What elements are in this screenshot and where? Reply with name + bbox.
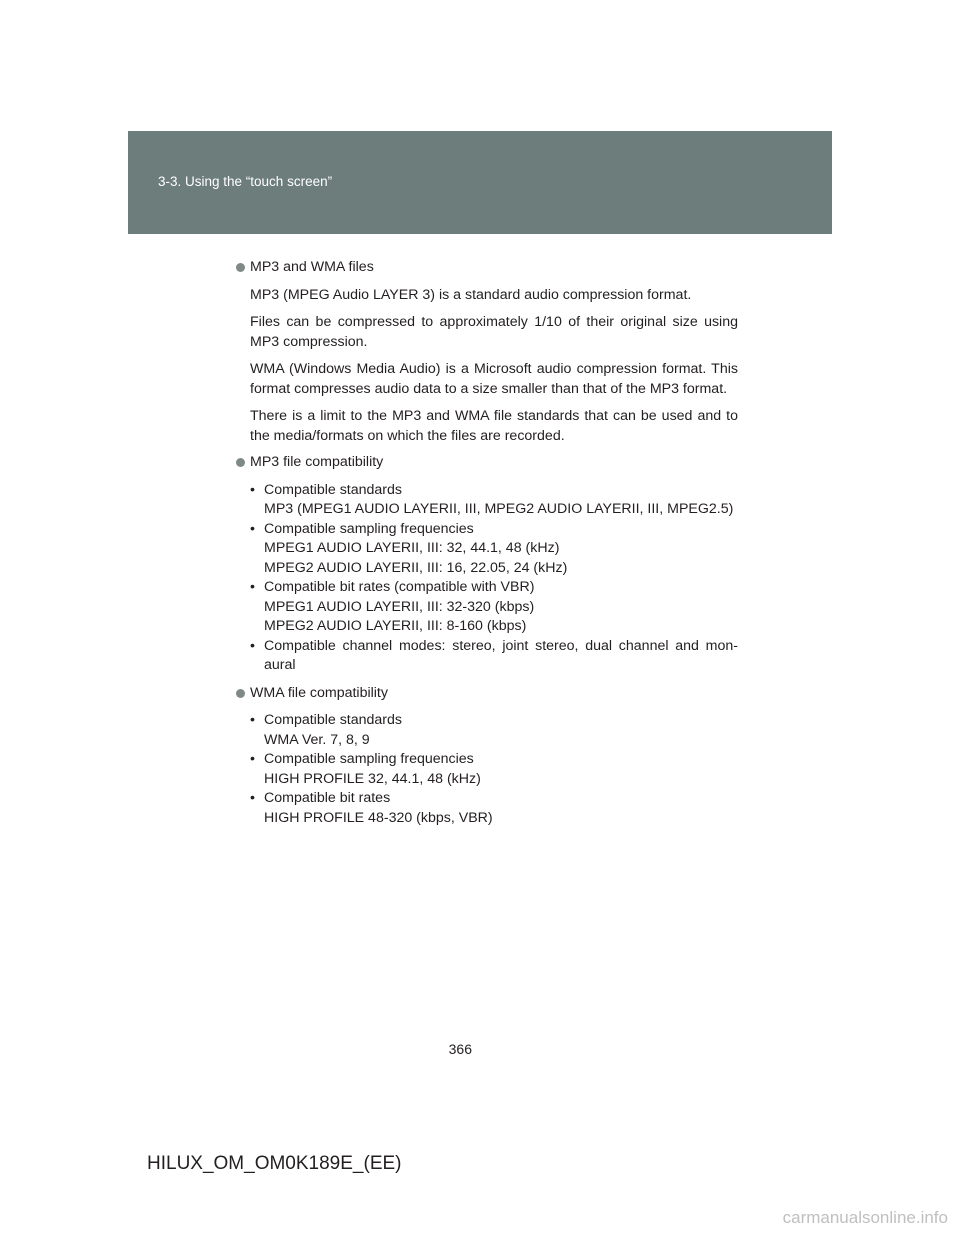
bullet-mark-icon: •	[250, 637, 255, 654]
item-detail: HIGH PROFILE 32, 44.1, 48 (kHz)	[264, 770, 481, 787]
wma-compat-list	[250, 711, 738, 828]
bullet-mark-icon: •	[250, 520, 255, 537]
item-label: Compatible sampling frequencies	[264, 751, 474, 767]
heading-text: MP3 and WMA files	[250, 259, 374, 275]
page-content	[236, 258, 738, 836]
list-item	[250, 520, 738, 579]
bullet-mark-icon: •	[250, 751, 255, 767]
item-detail: MP3 (MPEG1 AUDIO LAYERII, III, MPEG2 AUDIO LAYERII, III, MPEG2.5)	[264, 501, 734, 517]
bullet-mark-icon: •	[250, 481, 255, 498]
bullet-dot-icon	[236, 689, 245, 698]
list-item	[250, 637, 738, 676]
item-detail: MPEG1 AUDIO LAYERII, III: 32, 44.1, 48 (kHz)	[264, 540, 560, 556]
header-band	[128, 131, 832, 234]
heading-text: WMA file compatibility	[250, 684, 388, 701]
list-item	[250, 711, 738, 750]
paragraph: WMA (Windows Media Audio) is a Microsoft audio compression format. This format compresses audio data to a size smaller than that of the MP3 format.	[250, 361, 738, 397]
bullet-mark-icon: •	[250, 790, 255, 806]
bullet-mark-icon: •	[250, 712, 255, 728]
watermark-link[interactable]: carmanualsonline.info	[782, 1208, 948, 1227]
bullet-dot-icon	[236, 263, 245, 272]
paragraph: Files can be compressed to approximately 1/10 of their original size using MP3 compression.	[250, 314, 738, 350]
heading-text: MP3 file compatibility	[250, 454, 384, 470]
paragraph: MP3 (MPEG Audio LAYER 3) is a standard audio compression format.	[250, 286, 692, 303]
item-label: Compatible standards	[264, 712, 403, 728]
page-number: 366	[448, 1041, 472, 1057]
list-item	[250, 578, 738, 637]
list-item	[250, 750, 738, 789]
section-heading-wma-compat	[236, 684, 738, 704]
item-label: Compatible standards	[264, 481, 403, 498]
list-item	[250, 481, 738, 520]
item-label: Compatible bit rates	[264, 790, 391, 806]
item-detail: WMA Ver. 7, 8, 9	[264, 731, 370, 748]
section-heading-mp3-wma	[236, 258, 738, 278]
bullet-mark-icon: •	[250, 579, 255, 595]
mp3-compat-list	[250, 481, 738, 676]
item-label: Compatible sampling frequencies	[264, 520, 474, 537]
paragraph: There is a limit to the MP3 and WMA file standards that can be used and to the media/formats on which the files are recorded.	[250, 408, 738, 444]
section-heading-mp3-compat	[236, 453, 738, 473]
item-label: Compatible channel modes: stereo, joint stereo, dual channel and mon-aural	[264, 637, 738, 673]
document-code: HILUX_OM_OM0K189E_(EE)	[147, 1153, 402, 1174]
list-item	[250, 789, 738, 828]
item-label: Compatible bit rates (compatible with VBR)	[264, 579, 535, 595]
bullet-dot-icon	[236, 458, 245, 467]
section-title: 3-3. Using the “touch screen”	[158, 174, 333, 189]
item-detail: MPEG1 AUDIO LAYERII, III: 32-320 (kbps)	[264, 598, 535, 615]
item-detail: HIGH PROFILE 48-320 (kbps, VBR)	[264, 809, 493, 826]
item-detail: MPEG2 AUDIO LAYERII, III: 16, 22.05, 24 (kHz)	[264, 559, 568, 576]
item-detail: MPEG2 AUDIO LAYERII, III: 8-160 (kbps)	[264, 618, 527, 634]
